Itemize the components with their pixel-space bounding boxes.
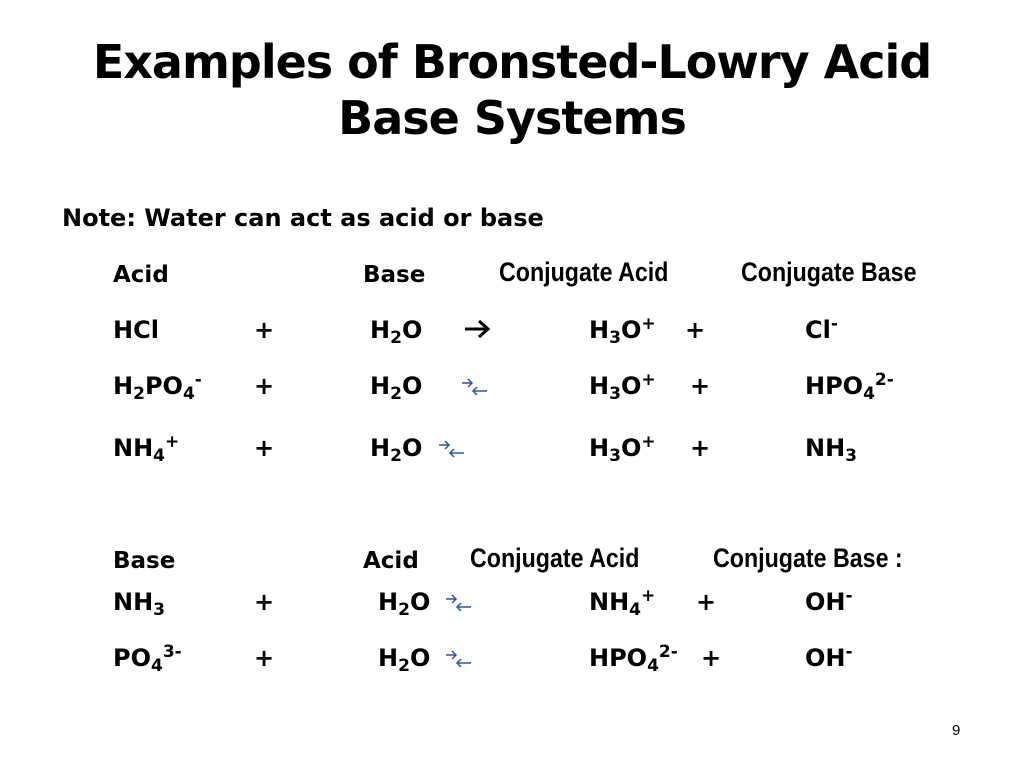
- header-conjugate-acid: Conjugate Acid: [499, 257, 669, 287]
- slide-title: [0, 34, 1024, 146]
- title-line-1: Examples of Bronsted-Lowry Acid: [92, 35, 932, 89]
- header-conjugate-base: Conjugate Base: [741, 257, 917, 287]
- plus-sign: +: [696, 588, 717, 616]
- plus-sign: +: [254, 372, 275, 400]
- plus-sign: +: [254, 644, 275, 672]
- equilibrium-arrow-icon: [443, 648, 473, 670]
- header-acid: Acid: [363, 548, 419, 574]
- plus-sign: +: [701, 644, 722, 672]
- species-acid: $H_2PO_4^-$: [113, 370, 202, 404]
- header-base: Base: [113, 548, 176, 574]
- species-conjugate-acid: $H_3O^+$: [589, 432, 656, 466]
- species-conjugate-acid: $NH_4^+$: [589, 586, 656, 620]
- page-number: 9: [952, 722, 961, 739]
- species-base: $H_2O$: [370, 316, 423, 348]
- equilibrium-arrow-icon: [443, 592, 473, 614]
- plus-sign: +: [254, 316, 275, 344]
- species-conjugate-acid: $H_3O^+$: [589, 314, 656, 348]
- species-base: $NH_3$: [113, 588, 166, 620]
- equilibrium-arrow-icon: [436, 438, 466, 460]
- plus-sign: +: [254, 434, 275, 462]
- species-conjugate-acid: $H_3O^+$: [589, 370, 656, 404]
- plus-sign: +: [685, 316, 706, 344]
- species-acid: $H_2O$: [378, 644, 431, 676]
- header-conjugate-acid: Conjugate Acid: [470, 543, 640, 573]
- species-acid: $H_2O$: [378, 588, 431, 620]
- reaction-arrow-icon: [462, 318, 492, 340]
- species-base: $H_2O$: [370, 434, 423, 466]
- species-conjugate-base: OH-: [805, 586, 853, 616]
- species-acid: $NH_4^+$: [113, 432, 180, 466]
- species-conjugate-base: OH-: [805, 642, 853, 672]
- species-conjugate-base: $HPO_4^{2-}$: [805, 370, 894, 404]
- header-conjugate-base: Conjugate Base :: [713, 543, 903, 573]
- species-conjugate-base: Cl-: [805, 314, 838, 344]
- header-acid: Acid: [113, 262, 169, 288]
- species-conjugate-acid: $HPO_4^{2-}$: [589, 642, 678, 676]
- species-conjugate-base: $NH_3$: [805, 434, 858, 466]
- species-base: $PO_4^{3-}$: [113, 642, 182, 676]
- plus-sign: +: [690, 372, 711, 400]
- species-base: $H_2O$: [370, 372, 423, 404]
- species-acid: HCl: [113, 316, 159, 344]
- note-text: Note: Water can act as acid or base: [62, 204, 544, 232]
- title-line-2: Base Systems: [338, 91, 686, 145]
- equilibrium-arrow-icon: [459, 376, 489, 398]
- plus-sign: +: [690, 434, 711, 462]
- plus-sign: +: [254, 588, 275, 616]
- header-base: Base: [363, 262, 426, 288]
